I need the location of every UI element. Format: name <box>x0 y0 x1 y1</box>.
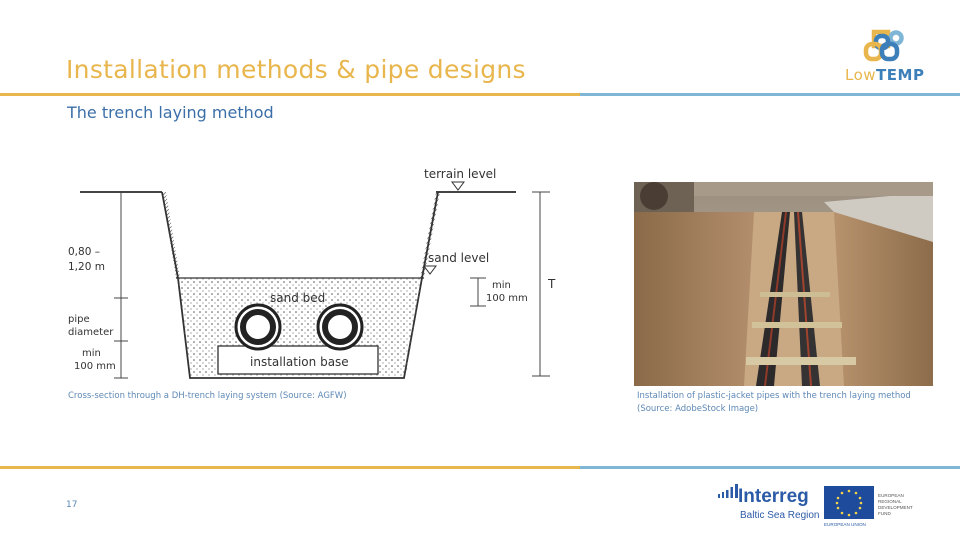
interreg-name: Interreg <box>738 486 809 507</box>
photo-caption: Installation of plastic-jacket pipes with the trench laying method (Source: AdobeStock Image) <box>637 391 911 414</box>
logo-text-temp: TEMP <box>876 66 925 84</box>
label-depth-1: 0,80 – <box>68 246 100 258</box>
label-installation-base: installation base <box>250 355 349 369</box>
label-min-left-value: 100 mm <box>74 361 116 372</box>
interreg-logo <box>718 482 923 528</box>
slide-subtitle: The trench laying method <box>67 103 274 122</box>
label-min-left: min <box>82 348 101 359</box>
fund-line-2: REGIONAL <box>878 499 902 504</box>
page-number: 17 <box>66 500 78 510</box>
header-rule-blue <box>580 93 960 96</box>
label-terrain-level: terrain level <box>424 167 497 181</box>
label-t: T <box>548 277 556 291</box>
fund-line-4: FUND <box>878 511 891 516</box>
eu-label: EUROPEAN UNION <box>824 522 866 527</box>
footer-rule-yellow <box>0 466 580 469</box>
logo-text-low: Low <box>845 66 877 84</box>
lowtemp-wordmark <box>845 66 924 84</box>
label-min-right-value: 100 mm <box>486 293 528 304</box>
diagram-caption: Cross-section through a DH-trench laying system (Source: AGFW) <box>68 391 347 401</box>
pipe-left-icon <box>236 305 280 349</box>
pipe-right-icon <box>318 305 362 349</box>
label-sand-bed: sand bed <box>270 291 326 305</box>
label-min-right: min <box>492 280 511 291</box>
label-depth-2: 1,20 m <box>68 261 105 273</box>
interreg-bars-icon <box>718 484 738 498</box>
label-pipe: pipe <box>68 314 90 325</box>
slide-title: Installation methods & pipe designs <box>66 55 526 84</box>
interreg-region: Baltic Sea Region <box>740 510 820 521</box>
label-sand-level: sand level <box>428 251 490 265</box>
label-diameter: diameter <box>68 327 114 338</box>
fund-line-1: EUROPEAN <box>878 493 904 498</box>
footer-rule-blue <box>580 466 960 469</box>
header-rule-yellow <box>0 93 580 96</box>
trench-cross-section-diagram <box>66 160 564 382</box>
fund-line-3: DEVELOPMENT <box>878 505 913 510</box>
trench-photo <box>634 182 933 386</box>
terrain-level-marker-icon <box>452 182 464 190</box>
